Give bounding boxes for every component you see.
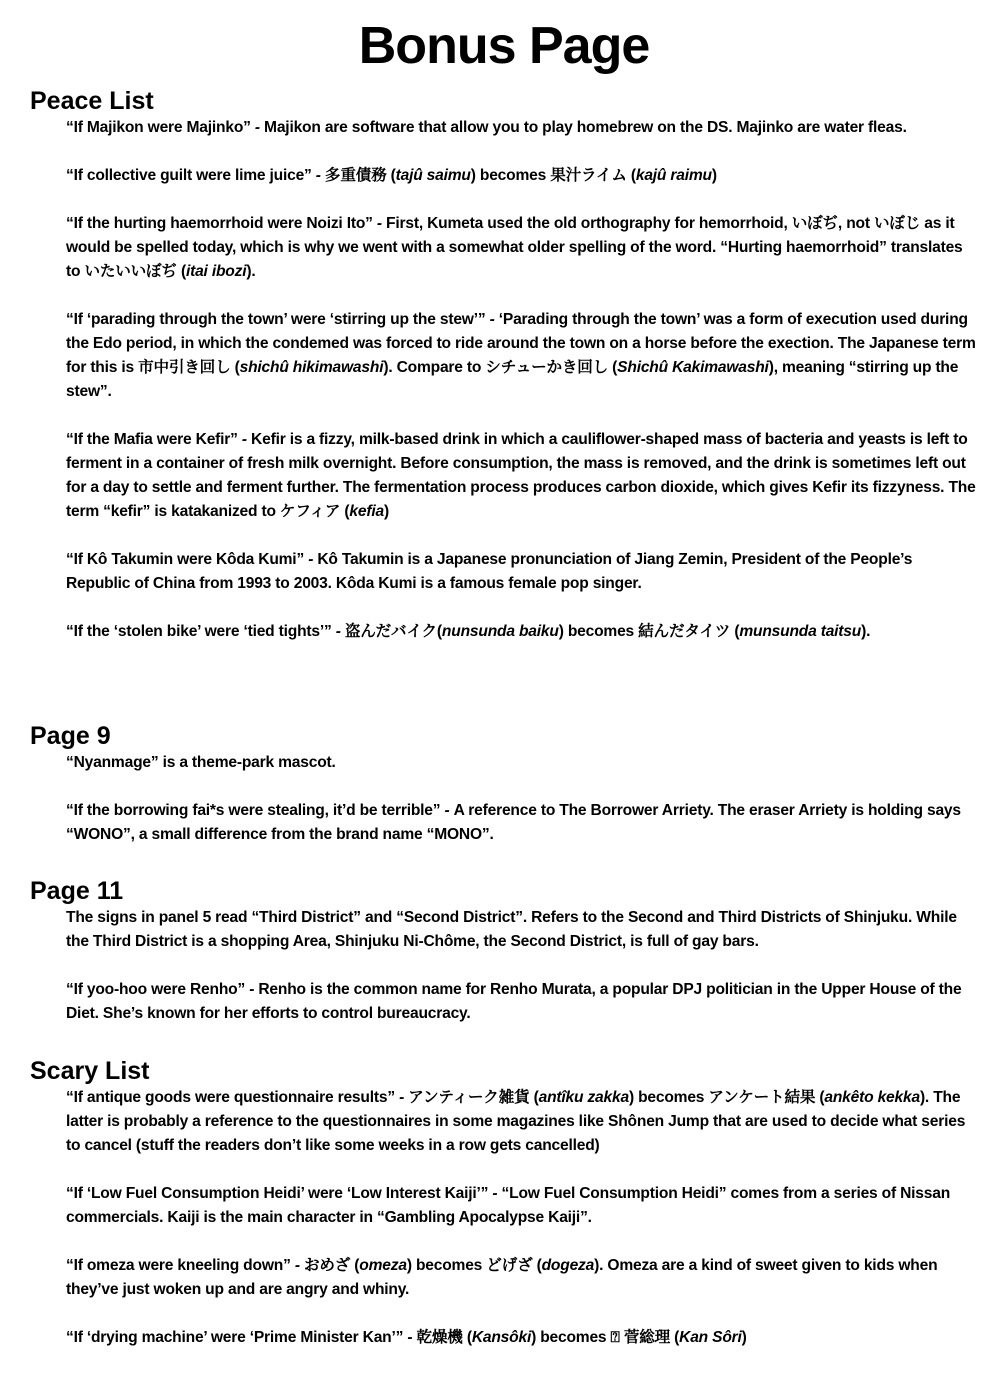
note-entry — [66, 751, 980, 775]
italic-text: - — [489, 311, 499, 328]
note-entry — [66, 1326, 980, 1350]
text-segment: ). — [861, 623, 871, 640]
note-entry — [66, 799, 980, 847]
section-heading: Page 11 — [30, 877, 124, 905]
entry-list — [66, 1086, 980, 1350]
text-segment: ) becomes 結んだタイツ ( — [558, 623, 740, 640]
text-segment: ‘Parading through the town’ was a form of execution used during the Edo period, in which the condemed was forced to ride around the town on a horse before the exection. The Japanese term for this is 市中引き回し ( — [66, 311, 976, 376]
text-segment: Kô Takumin is a Japanese pronunciation of Jiang Zemin, President of the People’s Republic of China from 1993 to 2003. Kôda Kumi is a famous female pop singer. — [66, 551, 913, 592]
text-segment: “If ‘parading through the town’ were ‘stirring up the stew’” — [66, 311, 490, 328]
section-scary-list — [30, 1056, 980, 1350]
text-segment: “If omeza were kneeling down” — [66, 1257, 295, 1274]
page-title: Bonus Page — [358, 17, 650, 75]
section-heading: Page 9 — [30, 722, 111, 750]
italic-text: kajû raimu — [635, 167, 712, 184]
italic-text: Kansôki — [471, 1329, 532, 1346]
italic-text: - — [315, 167, 325, 184]
text-segment: 多重債務 ( — [324, 167, 396, 184]
text-segment: ). Omeza are a kind of sweet given to kids when they’ve just woken up and are angry and whiny. — [66, 1257, 938, 1298]
note-entry — [66, 620, 980, 644]
text-segment: Renho is the common name for Renho Murata, a popular DPJ politician in the Upper House of the Diet. She’s known for her efforts to control bureaucracy. — [66, 981, 962, 1022]
italic-text: - — [376, 215, 387, 232]
italic-text: - — [249, 981, 259, 998]
text-segment: “If the hurting haemorrhoid were Noizi Ito” — [66, 215, 377, 232]
entry-list — [66, 116, 980, 644]
entry-list — [66, 906, 980, 1026]
italic-text: antîku zakka — [538, 1089, 629, 1106]
section-peace-list — [30, 86, 980, 644]
note-entry — [66, 906, 980, 954]
note-entry — [66, 116, 980, 140]
italic-text: - — [331, 623, 345, 640]
note-entry — [66, 548, 980, 596]
note-entry — [66, 1254, 980, 1302]
section-page-11 — [30, 876, 980, 1026]
note-entry — [66, 428, 980, 524]
text-segment: “If collective guilt were lime juice” — [66, 167, 316, 184]
italic-text: - — [308, 551, 318, 568]
text-segment: “Nyanmage” is a theme-park mascot. — [66, 754, 336, 771]
text-segment: The signs in panel 5 read “Third District” and “Second District”. Refers to the Second and Third Districts of Shinjuku. While the Third District is a shopping Area, Shinjuku Ni-Chôme, the Second District, is full of gay bars. — [66, 909, 957, 950]
text-segment: ) becomes 果汁ライム ( — [470, 167, 636, 184]
text-segment: “If yoo-hoo were Renho” — [66, 981, 250, 998]
text-segment: おめざ ( — [303, 1257, 360, 1274]
italic-text: kefia — [349, 503, 384, 520]
italic-text: Shichû Kakimawashi — [617, 359, 769, 376]
text-segment: ) becomes どげざ ( — [406, 1257, 542, 1274]
text-segment: “If the borrowing fai*s were stealing, it’d be terrible” — [66, 802, 445, 819]
note-entry — [66, 978, 980, 1026]
italic-text: tajû saimu — [395, 167, 471, 184]
text-segment: “If the Mafia were Kefir” — [66, 431, 242, 448]
text-segment: アンティーク雑貨 ( — [408, 1089, 539, 1106]
text-segment: ). Compare to シチューかき回し ( — [383, 359, 618, 376]
text-segment: Kefir is a fizzy, milk-based drink in which a cauliflower-shaped mass of bacteria and yeasts is left to ferment in a container of fresh milk overnight. Before consumption, the mass is removed, and the drink is sometimes left out for a day to settle and ferment further. The fermentation process produces carbon dioxide, which gives Kefir its fizzyness. The term “kefir” is katakanized to ケフィア ( — [66, 431, 976, 520]
text-segment: 盗んだバイク( — [344, 623, 442, 640]
note-entry — [66, 308, 980, 404]
italic-text: shichû hikimawashi — [239, 359, 384, 376]
text-segment: “If ‘drying machine’ were ‘Prime Minister Kan’” — [66, 1329, 404, 1346]
section-heading: Peace List — [30, 87, 154, 115]
text-segment: Majikon are software that allow you to play homebrew on the DS. Majinko are water fleas. — [264, 119, 907, 136]
italic-text: ankêto kekka — [824, 1089, 920, 1106]
note-entry — [66, 1086, 980, 1158]
section-heading: Scary List — [30, 1057, 150, 1085]
italic-text: - — [254, 119, 265, 136]
italic-text: - — [444, 802, 454, 819]
text-segment: ). — [246, 263, 256, 280]
text-segment: First, Kumeta used the old orthography for hemorrhoid, いぼぢ, not いぼじ as it would be spelled today, which is why we went with a somewhat older spelling of the word. “Hurting haemorrhoid” translates to いたいいぼぢ ( — [66, 215, 963, 280]
italic-text: - — [241, 431, 252, 448]
text-segment: ) — [383, 503, 389, 520]
text-segment: ) — [741, 1329, 747, 1346]
text-segment: ), meaning “stirring up the stew”. — [66, 359, 959, 400]
section-page-9 — [30, 721, 980, 847]
text-segment: ) becomes アンケート結果 ( — [628, 1089, 825, 1106]
text-segment: “If the ‘stolen bike’ were ‘tied tights’” — [66, 623, 332, 640]
italic-text: - — [403, 1329, 417, 1346]
italic-text: dogeza — [541, 1257, 595, 1274]
italic-text: Kan Sôri — [679, 1329, 742, 1346]
text-segment: ) — [711, 167, 717, 184]
text-segment: A reference to The Borrower Arriety. The eraser Arriety is holding says “WONO”, a small difference from the brand name “MONO”. — [66, 802, 961, 843]
entry-list — [66, 751, 980, 847]
text-segment: “If antique goods were questionnaire results” — [66, 1089, 400, 1106]
italic-text: nunsunda baiku — [441, 623, 559, 640]
italic-text: - — [399, 1089, 409, 1106]
text-segment: “If Majikon were Majinko” — [66, 119, 255, 136]
italic-text: - — [492, 1185, 502, 1202]
italic-text: - — [294, 1257, 304, 1274]
text-segment: “If Kô Takumin were Kôda Kumi” — [66, 551, 309, 568]
text-segment: ) becomes ⍰ 菅総理 ( — [531, 1329, 680, 1346]
note-entry — [66, 212, 980, 284]
italic-text: itai ibozi — [185, 263, 247, 280]
note-entry — [66, 164, 980, 188]
italic-text: munsunda taitsu — [739, 623, 862, 640]
text-segment: “If ‘Low Fuel Consumption Heidi’ were ‘Low Interest Kaiji’” — [66, 1185, 493, 1202]
italic-text: omeza — [359, 1257, 407, 1274]
text-segment: 乾燥機 ( — [416, 1329, 472, 1346]
text-segment: “Low Fuel Consumption Heidi” comes from a series of Nissan commercials. Kaiji is the main character in “Gambling Apocalypse Kaiji”. — [66, 1185, 951, 1226]
text-segment: ). The latter is probably a reference to the questionnaires in some magazines like Shônen Jump that are used to decide what series to cancel (stuff the readers don’t like some weeks in a row gets cancelled) — [66, 1089, 966, 1154]
note-entry — [66, 1182, 980, 1230]
